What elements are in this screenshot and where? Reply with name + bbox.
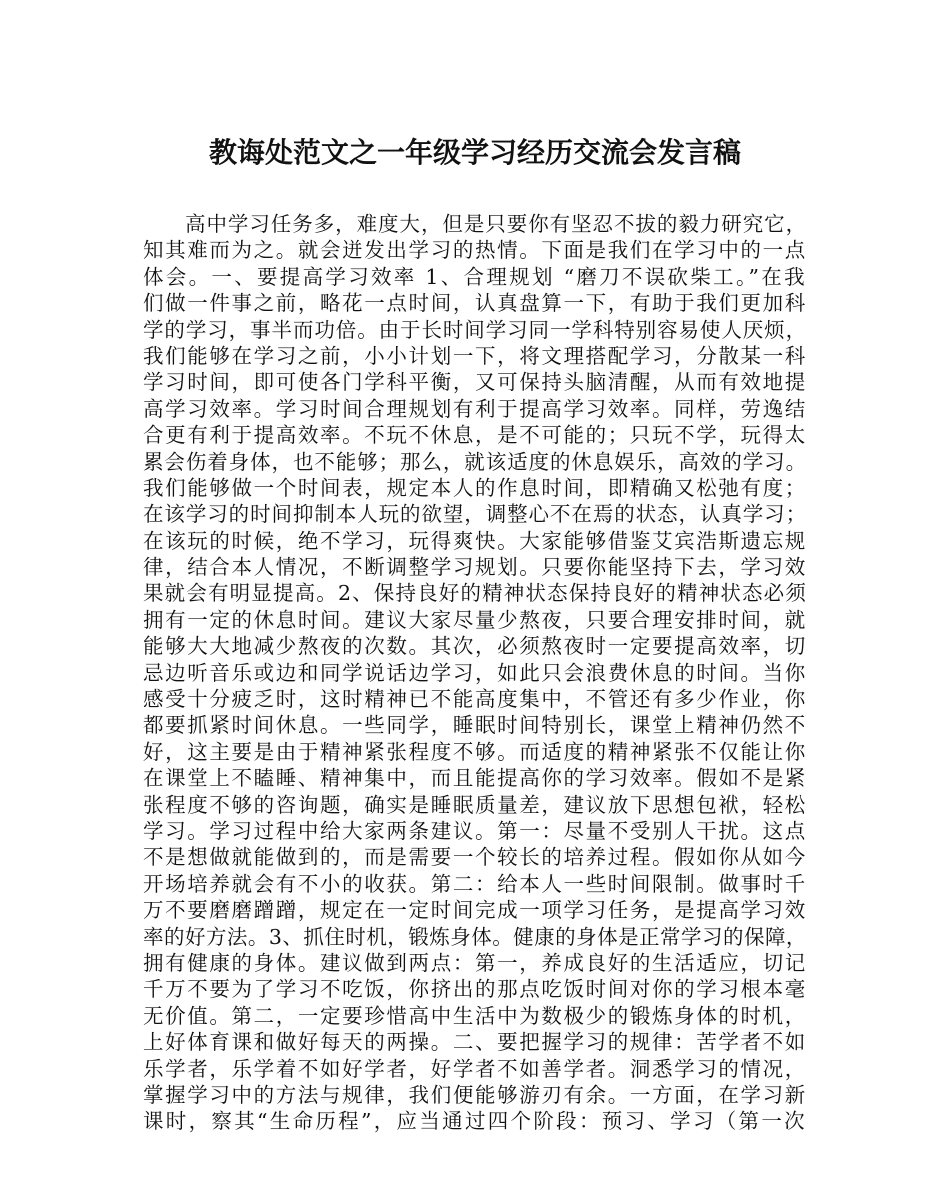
paragraph-line: 乐学者，乐学着不如好学者，好学者不如善学者。洞悉学习的情况， (143, 1056, 807, 1081)
paragraph-line: 果就会有明显提高。2、保持良好的精神状态保持良好的精神状态必须 (143, 581, 808, 606)
paragraph-line: 无价值。第二，一定要珍惜高中生活中为数极少的锻炼身体的时机， (143, 1003, 807, 1028)
paragraph-line: 能够大大地减少熬夜的次数。其次，必须熬夜时一定要提高效率，切 (143, 634, 807, 659)
paragraph-line: 忌边听音乐或边和同学说话边学习，如此只会浪费休息的时间。当你 (143, 660, 807, 685)
paragraph-line: 课时，察其“生命历程”，应当通过四个阶段：预习、学习（第一次 (143, 1109, 807, 1134)
paragraph-line: 学习时间，即可使各门学科平衡，又可保持头脑清醒，从而有效地提 (143, 370, 807, 395)
paragraph-line: 万不要磨磨蹭蹭，规定在一定时间完成一项学习任务，是提高学习效 (143, 898, 807, 923)
paragraph-line: 在该学习的时间抑制本人玩的欲望，调整心不在焉的状态，认真学习； (143, 502, 808, 527)
paragraph-line: 累会伤着身体，也不能够；那么，就该适度的休息娱乐，高效的学习。 (143, 449, 808, 474)
paragraph-line: 在课堂上不瞌睡、精神集中，而且能提高你的学习效率。假如不是紧 (143, 766, 807, 791)
paragraph-line: 在该玩的时候，绝不学习，玩得爽快。大家能够借鉴艾宾浩斯遗忘规 (143, 528, 807, 553)
paragraph-line: 率的好方法。3、抓住时机，锻炼身体。健康的身体是正常学习的保障， (143, 924, 807, 949)
paragraph-line: 好，这主要是由于精神紧张程度不够。而适度的精神紧张不仅能让你 (143, 739, 807, 764)
paragraph-line: 学习。学习过程中给大家两条建议。第一：尽量不受别人干扰。这点 (143, 818, 807, 843)
paragraph-line: 合更有利于提高效率。不玩不休息，是不可能的；只玩不学，玩得太 (143, 423, 807, 448)
paragraph-line: 千万不要为了学习不吃饭，你挤出的那点吃饭时间对你的学习根本毫 (143, 977, 807, 1002)
paragraph-line: 上好体育课和做好每天的两操。二、要把握学习的规律：苦学者不如 (143, 1030, 807, 1055)
paragraph-line: 体会。一、要提高学习效率 1、合理规划 “磨刀不误砍柴工。”在我 (143, 264, 807, 289)
paragraph-line: 律，结合本人情况，不断调整学习规划。只要你能坚持下去，学习效 (143, 555, 807, 580)
paragraph-line: 学的学习，事半而功倍。由于长时间学习同一学科特别容易使人厌烦， (143, 317, 808, 342)
paragraph-line: 掌握学习中的方法与规律，我们便能够游刃有余。一方面，在学习新 (143, 1082, 807, 1107)
paragraph-line: 拥有健康的身体。建议做到两点：第一，养成良好的生活适应，切记 (143, 950, 807, 975)
paragraph-line: 我们能够在学习之前，小小计划一下，将文理搭配学习，分散某一科 (143, 343, 807, 368)
paragraph-line: 都要抓紧时间休息。一些同学，睡眠时间特别长，课堂上精神仍然不 (143, 713, 807, 738)
paragraph-line: 开场培养就会有不小的收获。第二：给本人一些时间限制。做事时千 (143, 871, 807, 896)
paragraph-line: 我们能够做一个时间表，规定本人的作息时间，即精确又松弛有度； (143, 475, 807, 500)
paragraph-line: 拥有一定的休息时间。建议大家尽量少熬夜，只要合理安排时间，就 (143, 607, 807, 632)
paragraph-line: 知其难而为之。就会迸发出学习的热情。下面是我们在学习中的一点 (143, 238, 807, 263)
paragraph-line: 张程度不够的咨询题，确实是睡眠质量差，建议放下思想包袱，轻松 (143, 792, 807, 817)
paragraph-line: 高中学习任务多，难度大，但是只要你有坚忍不拔的毅力研究它， (185, 212, 808, 236)
document-title: 教诲处范文之一年级学习经历交流会发言稿 (208, 136, 741, 169)
paragraph-line: 不是想做就能做到的，而是需要一个较长的培养过程。假如你从如今 (143, 845, 807, 870)
paragraph-line: 高学习效率。学习时间合理规划有利于提高学习效率。同样，劳逸结 (143, 396, 807, 421)
paragraph-line: 们做一件事之前，略花一点时间，认真盘算一下，有助于我们更加科 (143, 291, 807, 316)
document-body (143, 211, 808, 1134)
paragraph-line: 感受十分疲乏时，这时精神已不能高度集中，不管还有多少作业，你 (143, 687, 807, 712)
